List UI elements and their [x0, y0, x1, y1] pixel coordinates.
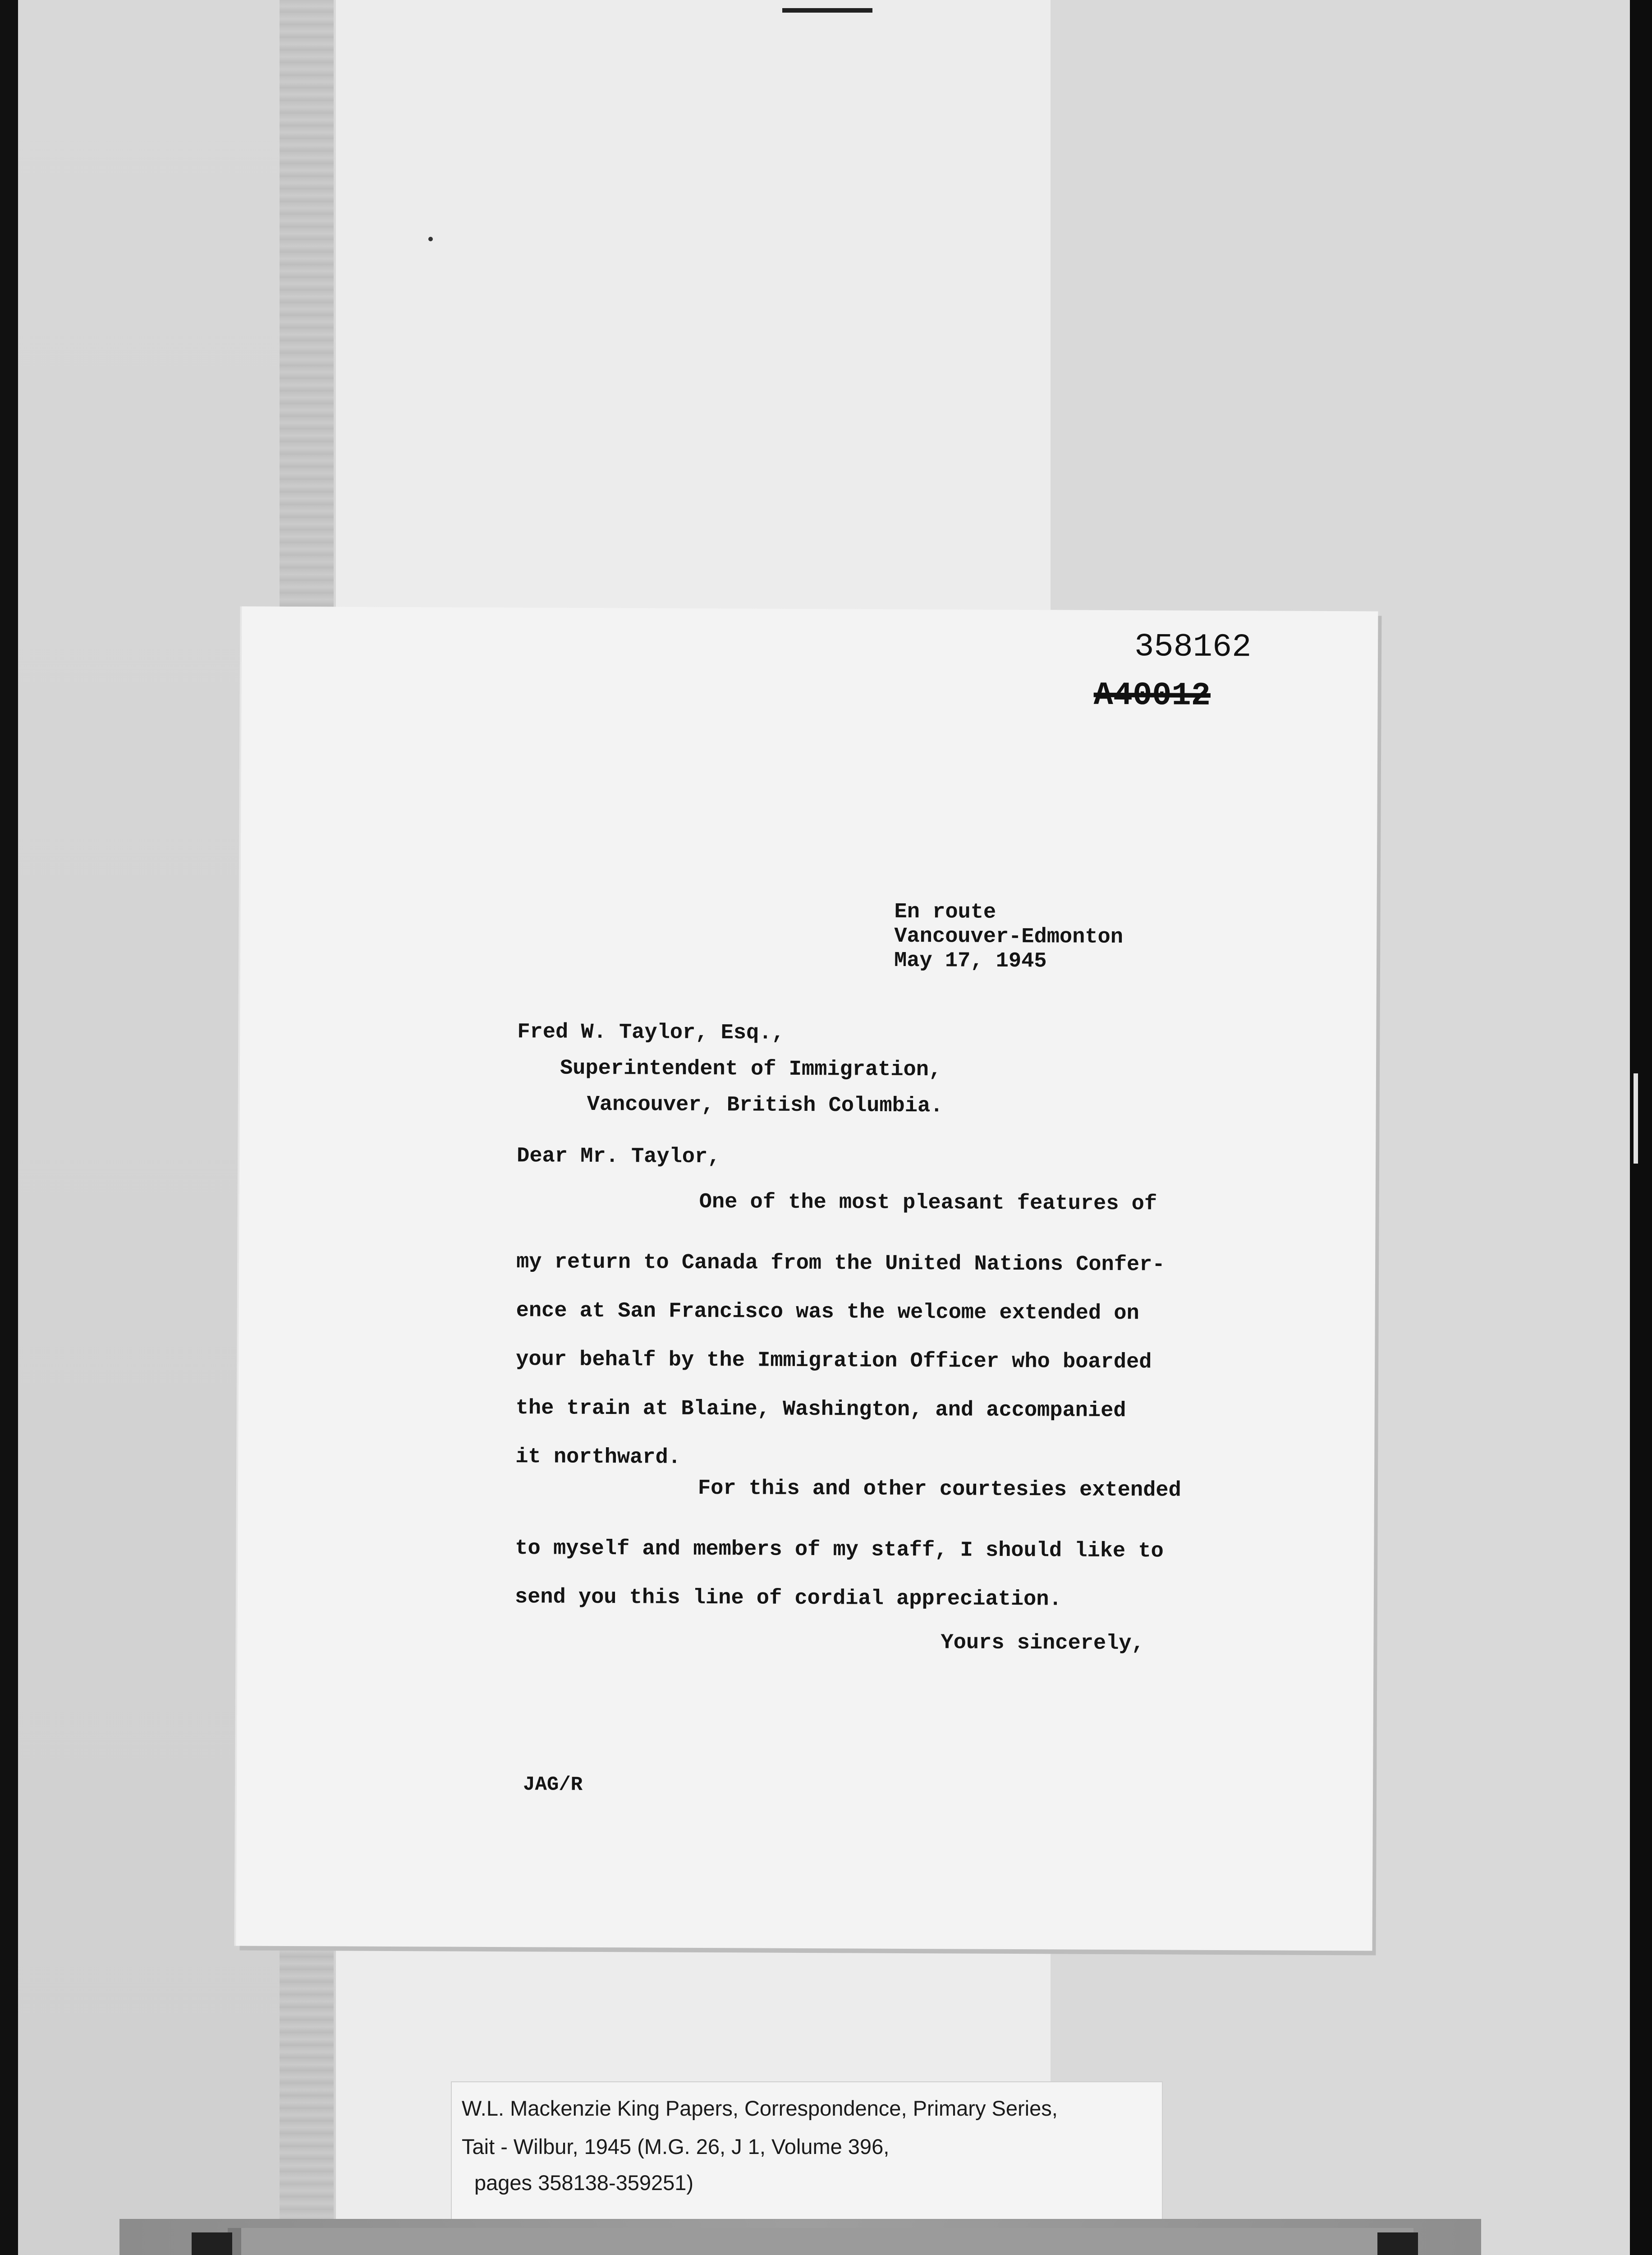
document-number: 358162 [1134, 628, 1252, 666]
citation-label [451, 2081, 1163, 2221]
top-registration-mark [782, 8, 872, 13]
banner-corner-mark [1377, 2232, 1418, 2255]
salutation: Dear Mr. Taylor, [517, 1144, 720, 1169]
typist-initials: JAG/R [523, 1773, 583, 1796]
paragraph-1-body: my return to Canada from the United Nations Confer- ence at San Francisco was the welcome extended on your behalf by the Immigration Officer who boarded the train at Blaine, Washington, and accompanied it northward. [515, 1250, 1165, 1470]
struck-document-number: A40012 [1093, 676, 1211, 714]
film-speck [428, 237, 433, 241]
paragraph-2-body: to myself and members of my staff, I should like to send you this line of cordial appreciation. [514, 1537, 1164, 1612]
addressee-title: Superintendent of Immigration, [560, 1056, 942, 1082]
paragraph-2-first-line: For this and other courtesies extended [698, 1476, 1181, 1503]
film-edge [1630, 0, 1652, 2255]
banner-plate [228, 2228, 1413, 2255]
addressee-name: Fred W. Taylor, Esq., [517, 1020, 785, 1045]
citation-line-1: W.L. Mackenzie King Papers, Correspondence, Primary Series, [462, 2096, 1058, 2120]
letter-sheet [236, 607, 1378, 1951]
film-edge-mark [1634, 1073, 1638, 1164]
citation-line-3: pages 358138-359251) [474, 2171, 694, 2195]
banner-corner-mark [192, 2232, 232, 2255]
paragraph-1-first-line: One of the most pleasant features of [699, 1190, 1157, 1216]
dateline: En route Vancouver-Edmonton May 17, 1945 [894, 900, 1124, 974]
addressee-location: Vancouver, British Columbia. [587, 1092, 943, 1118]
archives-banner [119, 2219, 1481, 2255]
citation-line-2: Tait - Wilbur, 1945 (M.G. 26, J 1, Volume 396, [462, 2135, 890, 2158]
closing: Yours sincerely, [941, 1631, 1144, 1656]
